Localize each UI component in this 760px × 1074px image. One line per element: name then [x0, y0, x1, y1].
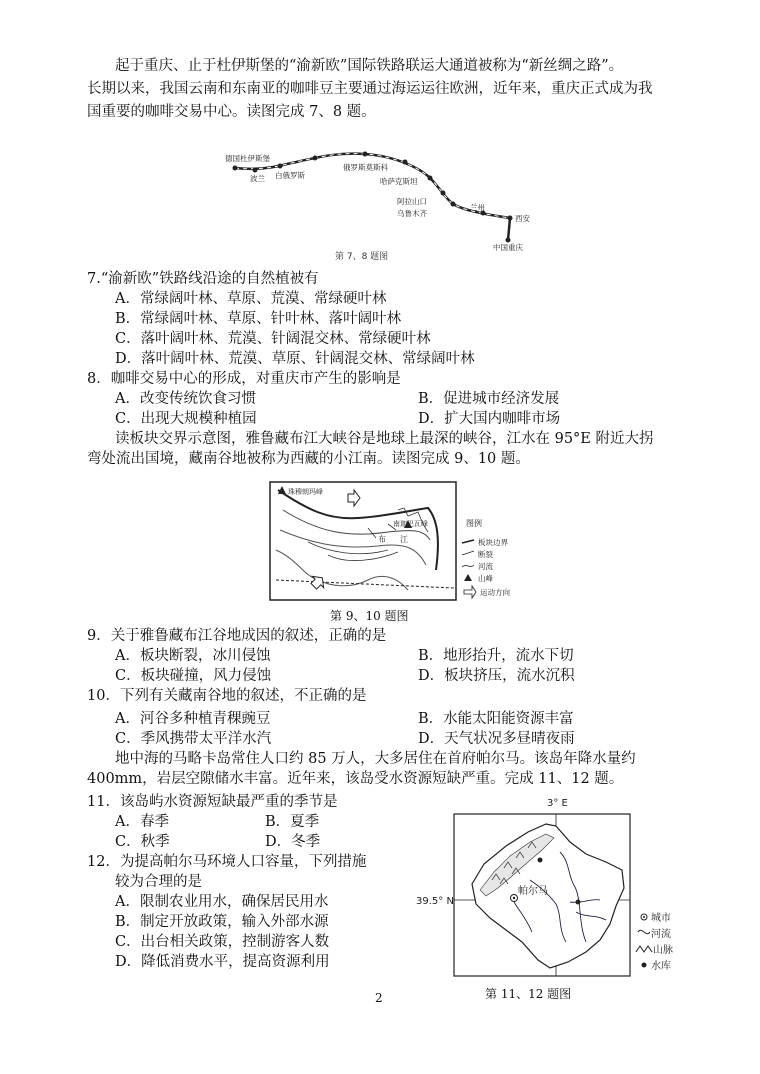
figure-caption: 第 7、8 题图 [335, 252, 389, 260]
q11-stem: 11．该岛屿水资源短缺最严重的季节是 [87, 794, 338, 810]
q8-option-b: B．促进城市经济发展 [418, 391, 560, 407]
station-label: 中国重庆 [493, 243, 523, 252]
q9-stem: 9．关于雅鲁藏布江谷地成因的叙述，正确的是 [87, 628, 387, 644]
q12-option-d: D．降低消费水平，提高资源利用 [115, 954, 330, 970]
q10-option-a: A．河谷多种植青稞豌豆 [115, 711, 271, 727]
legend-item: 河流 [478, 562, 493, 571]
q12-option-c: C．出台相关政策，控制游客人数 [115, 934, 330, 950]
river-label: 布 [378, 535, 386, 544]
intro-7-8-line3: 国重要的咖啡交易中心。读图完成 7、8 题。 [87, 104, 376, 120]
q11-option-a: A．春季 [115, 814, 169, 830]
peak-label: 珠穆朗玛峰 [288, 488, 323, 496]
q9-option-d: D．板块挤压，流水沉积 [418, 668, 575, 684]
q7-option-a: A．常绿阔叶林、草原、荒漠、常绿硬叶林 [115, 291, 387, 307]
intro-7-8-line2: 长期以来，我国云南和东南亚的咖啡豆主要通过海运运往欧洲，近年来，重庆正式成为我 [87, 81, 653, 97]
intro-7-8-line1: 起于重庆、止于杜伊斯堡的“渝新欧”国际铁路联运大通道被称为“新丝绸之路”。 [115, 58, 624, 74]
mallorca-map [410, 792, 690, 982]
station-label: 乌鲁木齐 [397, 209, 427, 218]
q8-option-a: A．改变传统饮食习惯 [115, 391, 256, 407]
intro-11-12-line1: 地中海的马略卡岛常住人口约 85 万人，大多居住在首府帕尔马。该岛年降水量约 [115, 751, 636, 767]
intro-9-10-line1: 读板块交界示意图，雅鲁藏布江大峡谷是地球上最深的峡谷，江水在 95°E 附近大拐 [115, 431, 654, 447]
legend-item: 水库 [651, 961, 671, 972]
station-label: 兰州 [470, 203, 485, 212]
legend-item: 城市 [651, 913, 671, 924]
station-label: 哈萨克斯坦 [380, 177, 418, 186]
legend-item: 河流 [651, 929, 671, 940]
legend-item: 山峰 [478, 574, 493, 583]
station-label: 俄罗斯莫斯科 [343, 163, 388, 172]
station-label: 阿拉山口 [397, 197, 427, 206]
intro-11-12-line2: 400mm，岩层空隙储水丰富。近年来，该岛受水资源短缺严重。完成 11、12 题。 [87, 771, 624, 787]
q10-option-c: C．季风携带太平洋水汽 [115, 731, 272, 747]
legend-item: 山脉 [653, 945, 673, 956]
railway-route-map [225, 148, 535, 260]
longitude-label: 3° E [547, 798, 568, 809]
station-label: 西安 [515, 214, 530, 223]
q12-stem-line1: 12．为提高帕尔马环境人口容量，下列措施 [87, 854, 367, 870]
legend-item: 运动方向 [480, 588, 510, 597]
q11-option-c: C．秋季 [115, 834, 170, 850]
figure-caption: 第 9、10 题图 [330, 609, 409, 623]
q8-option-c: C．出现大规模种植园 [115, 411, 257, 427]
q12-stem-line2: 较为合理的是 [115, 874, 202, 890]
intro-9-10-line2: 弯处流出国境，藏南谷地被称为西藏的小江南。读图完成 9、10 题。 [87, 451, 530, 467]
q7-option-b: B．常绿阔叶林、草原、针叶林、落叶阔叶林 [115, 311, 402, 327]
q10-option-d: D．天气状况多昼晴夜雨 [418, 731, 575, 747]
q9-option-b: B．地形抬升，流水下切 [418, 648, 574, 664]
q11-option-d: D．冬季 [265, 834, 321, 850]
city-label: 帕尔马 [518, 886, 548, 897]
q12-option-a: A．限制农业用水，确保居民用水 [115, 894, 329, 910]
q10-option-b: B．水能太阳能资源丰富 [418, 711, 574, 727]
latitude-label: 39.5° N [416, 896, 454, 907]
station-label: 德国杜伊斯堡 [225, 154, 270, 163]
figure-caption: 第 11、12 题图 [485, 987, 572, 1001]
q7-stem: 7.“渝新欧”铁路线沿途的自然植被有 [87, 271, 319, 287]
q11-option-b: B．夏季 [265, 814, 320, 830]
legend-item: 板块边界 [478, 538, 508, 547]
legend-title: 图例 [466, 519, 482, 528]
station-label: 白俄罗斯 [275, 171, 305, 180]
q9-option-c: C．板块碰撞，风力侵蚀 [115, 668, 272, 684]
legend-item: 断裂 [478, 550, 493, 559]
q10-stem: 10．下列有关藏南谷地的叙述，不正确的是 [87, 688, 367, 704]
page-number: 2 [375, 991, 383, 1005]
plate-boundary-map [268, 480, 528, 605]
river-label: 江 [400, 535, 408, 544]
q8-stem: 8．咖啡交易中心的形成，对重庆市产生的影响是 [87, 371, 401, 387]
q12-option-b: B．制定开放政策，输入外部水源 [115, 914, 329, 930]
q7-option-d: D．落叶阔叶林、荒漠、草原、针阔混交林、常绿阔叶林 [115, 351, 475, 367]
q9-option-a: A．板块断裂，冰川侵蚀 [115, 648, 271, 664]
q7-option-c: C．落叶阔叶林、荒漠、针阔混交林、常绿硬叶林 [115, 331, 431, 347]
q8-option-d: D．扩大国内咖啡市场 [418, 411, 561, 427]
station-label: 波兰 [250, 174, 265, 183]
peak-label: 南迦巴瓦峰 [393, 520, 428, 528]
